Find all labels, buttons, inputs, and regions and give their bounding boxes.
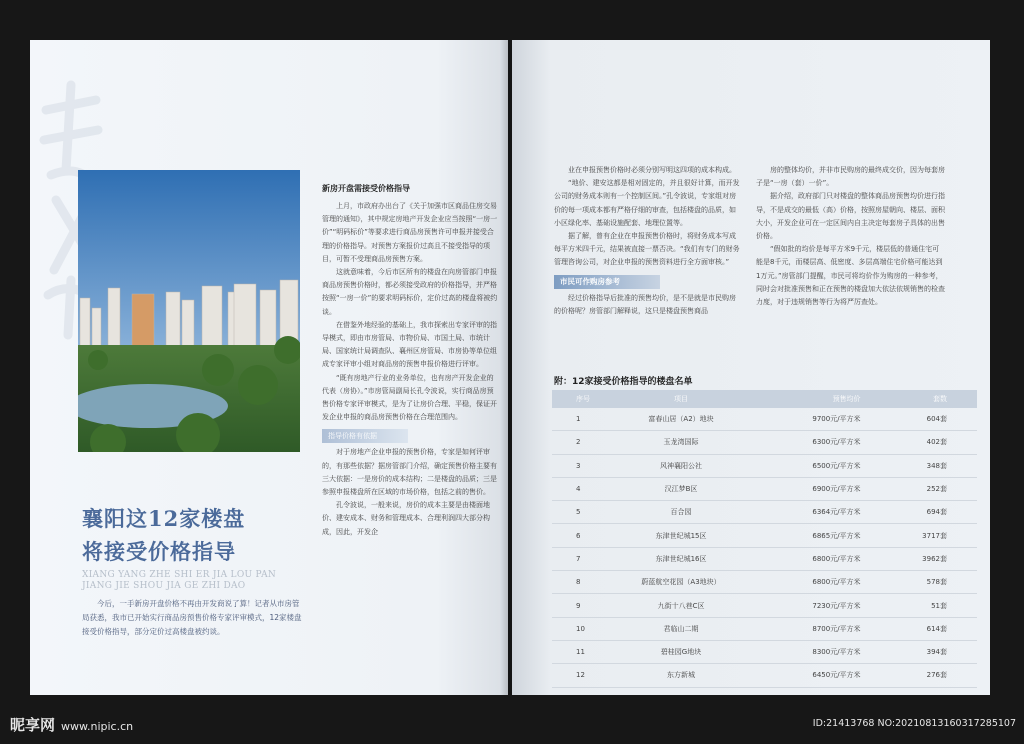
headline bbox=[82, 502, 312, 568]
table-cell-price: 6800元/平方米 bbox=[738, 547, 861, 570]
pinyin-line: JIANG JIE SHOU JIA GE ZHI DAO bbox=[82, 581, 246, 591]
table-cell-no: 2 bbox=[552, 431, 624, 454]
table-cell-name: 富春山居（A2）地块 bbox=[624, 408, 738, 431]
paragraph: 这就意味着，今后市区所有的楼盘在向房管部门申报商品房预售价格时，都必须接受政府的价格指导，并严格按照“一房一价”的要求明码标价，定价过高的楼盘将被约谈。 bbox=[322, 268, 498, 316]
pinyin-subtitle bbox=[82, 570, 322, 592]
table-row bbox=[552, 454, 977, 477]
table-row bbox=[552, 524, 977, 547]
table-cell-no: 6 bbox=[552, 524, 624, 547]
table-row bbox=[552, 664, 977, 687]
table-cell-price: 7230元/平方米 bbox=[738, 594, 861, 617]
table-cell-units: 276套 bbox=[862, 664, 977, 687]
table-cell-units: 614套 bbox=[862, 617, 977, 640]
table-cell-no: 3 bbox=[552, 454, 624, 477]
table-cell-no: 4 bbox=[552, 477, 624, 500]
table-row bbox=[552, 431, 977, 454]
table-cell-units: 252套 bbox=[862, 477, 977, 500]
table-cell-price: 8300元/平方米 bbox=[738, 640, 861, 663]
table-cell-price: 6865元/平方米 bbox=[738, 524, 861, 547]
table-cell-units: 3717套 bbox=[862, 524, 977, 547]
table-cell-units: 51套 bbox=[862, 594, 977, 617]
table-row bbox=[552, 477, 977, 500]
table-row bbox=[552, 640, 977, 663]
header-cell: 套数 bbox=[862, 390, 977, 408]
logo-text: 昵享网 bbox=[10, 716, 56, 734]
header-cell: 序号 bbox=[552, 390, 624, 408]
table-cell-name: 玉龙湾国际 bbox=[624, 431, 738, 454]
table-cell-price: 6300元/平方米 bbox=[738, 431, 861, 454]
table-cell-no: 5 bbox=[552, 501, 624, 524]
table-cell-units: 694套 bbox=[862, 501, 977, 524]
table-cell-units: 394套 bbox=[862, 640, 977, 663]
section-title: 新房开盘需接受价格指导 bbox=[322, 184, 410, 193]
table-cell-units: 3962套 bbox=[862, 547, 977, 570]
paragraph: 据了解，曾有企业在申报预售价格时，将财务成本写成每平方米四千元，结果被直接一票否决。“我们有专门的财务管理咨询公司，对企业申报的预售资料进行全方面审核。” bbox=[554, 232, 740, 267]
table-cell-price: 6364元/平方米 bbox=[738, 501, 861, 524]
headline-line: 将接受价格指导 bbox=[82, 539, 236, 564]
left-page bbox=[30, 40, 508, 695]
table-row bbox=[552, 547, 977, 570]
table-cell-price: 9700元/平方米 bbox=[738, 408, 861, 431]
image-id-label: ID:21413768 NO:20210813160317285107 bbox=[812, 718, 1016, 729]
table-cell-units: 402套 bbox=[862, 431, 977, 454]
table-row bbox=[552, 408, 977, 431]
table-cell-name: 蔚蓝航空花园（A3地块） bbox=[624, 571, 738, 594]
table-cell-no: 7 bbox=[552, 547, 624, 570]
city-skyline-photo bbox=[78, 170, 300, 452]
table-cell-units: 578套 bbox=[862, 571, 977, 594]
table-cell-no: 1 bbox=[552, 408, 624, 431]
paragraph: 房的整体均价，并非市民购房的最终成交价，因为每套房子是“一房（套）一价”。 bbox=[756, 166, 945, 188]
project-price-table bbox=[552, 390, 977, 688]
table-cell-no: 8 bbox=[552, 571, 624, 594]
header-cell: 预售均价 bbox=[738, 390, 861, 408]
table-header-row bbox=[552, 390, 977, 408]
headline-line: 襄阳这12家楼盘 bbox=[82, 506, 246, 531]
table-cell-name: 九街十八巷C区 bbox=[624, 594, 738, 617]
header-cell: 项目 bbox=[624, 390, 738, 408]
site-watermark-logo bbox=[10, 714, 133, 735]
table-cell-no: 11 bbox=[552, 640, 624, 663]
right-article-column-1 bbox=[554, 164, 742, 318]
table-cell-name: 东津世纪城16区 bbox=[624, 547, 738, 570]
table-row bbox=[552, 594, 977, 617]
table-cell-no: 9 bbox=[552, 594, 624, 617]
table-cell-no: 10 bbox=[552, 617, 624, 640]
paragraph: “地价、建安这都是相对固定的，并且很好计算，而开发公司的财务成本则有一个控制区间。”孔令波说，专家组对房价的每一项成本都有严格仔细的审查，包括楼盘的品质，如小区绿化率、基础设施配套、地理位置等。 bbox=[554, 179, 740, 227]
table-cell-price: 6450元/平方米 bbox=[738, 664, 861, 687]
table-cell-no: 12 bbox=[552, 664, 624, 687]
paragraph: 据介绍，政府部门只对楼盘的整体商品房预售均价进行指导，不是成交的最低（高）价格，按照房屋朝向、楼层、面积大小，开发企业可在一定区间内自主决定每套房子具体的出售价格。 bbox=[756, 192, 945, 241]
section-subtitle-bar: 指导价格有依据 bbox=[322, 429, 408, 443]
table-cell-name: 汉江梦B区 bbox=[624, 477, 738, 500]
logo-url: www.nipic.cn bbox=[61, 720, 134, 733]
table-cell-price: 8700元/平方米 bbox=[738, 617, 861, 640]
table-row bbox=[552, 501, 977, 524]
table-cell-units: 348套 bbox=[862, 454, 977, 477]
paragraph: 上月，市政府办出台了《关于加强市区商品住房交易管理的通知》，其中规定房地产开发企业应当按照“一房一价”“明码标价”等要求进行商品房预售许可申报并接受合理的价格指导。对预售方案报价过高且不接受指导的项目，可暂不受理商品房预售方案。 bbox=[322, 202, 498, 263]
paragraph: 在借鉴外地经验的基础上，我市探索出专家评审的指导模式，即由市房管局、市物价局、市国土局、市统计局、国家统计局调查队、襄州区房管局、市房协等单位组成专家评审小组对商品房的预售申报价格进行评审。 bbox=[322, 320, 497, 369]
paragraph: 业在申报预售价格时必须分别写明这四项的成本构成。 bbox=[568, 166, 736, 174]
table-cell-name: 碧桂园G地块 bbox=[624, 640, 738, 663]
table-cell-name: 东津世纪城15区 bbox=[624, 524, 738, 547]
table-row bbox=[552, 571, 977, 594]
pinyin-line: XIANG YANG ZHE SHI ER JIA LOU PAN bbox=[82, 570, 277, 580]
table-cell-name: 风神襄阳公社 bbox=[624, 454, 738, 477]
paragraph: “假如批的均价是每平方米9千元，楼层低的普通住宅可能是8千元，而楼层高、低密度、多层高端住宅价格可能达到1万元。”房管部门提醒，市民可将均价作为购房的一种参考，同时会对批准预售和正在预售的楼盘加大依法依规销售的检查力度，对于违规销售等行为将严厉查处。 bbox=[756, 245, 945, 307]
table-cell-name: 东方新城 bbox=[624, 664, 738, 687]
table-cell-price: 6800元/平方米 bbox=[738, 571, 861, 594]
intro-paragraph: 今后，一手新房开盘价格不再由开发商说了算！记者从市房管局获悉，我市已开始实行商品房预售价格专家评审模式，12家楼盘接受价格指导，部分定价过高楼盘被约谈。 bbox=[82, 599, 302, 636]
table-cell-price: 6500元/平方米 bbox=[738, 454, 861, 477]
right-article-column-2 bbox=[756, 164, 946, 309]
paragraph: 对于房地产企业申报的预售价格，专家是如何评审的，有那些依据？据房管部门介绍，确定预售价格主要有三大依据：一是房价的成本结构；二是楼盘的品质；三是参照申报楼盘所在区域的市场价格，包括之前的售价。 bbox=[322, 448, 497, 497]
section-tag: 市民可作购房参考 bbox=[554, 275, 660, 289]
left-article-column bbox=[322, 182, 498, 539]
table-cell-name: 君临山二期 bbox=[624, 617, 738, 640]
table-cell-units: 604套 bbox=[862, 408, 977, 431]
table-row bbox=[552, 617, 977, 640]
paragraph: 孔令波说，一般来说，房价的成本主要是由楼面地价、建安成本、财务和管理成本、合理利润四大部分构成，因此，开发企 bbox=[322, 501, 490, 536]
paragraph: 经过价格指导后批准的预售均价，是不是就是市民购房的价格呢？房管部门解释说，这只是楼盘预售商品 bbox=[554, 293, 736, 315]
right-page bbox=[512, 40, 990, 695]
table-cell-name: 百合园 bbox=[624, 501, 738, 524]
table-cell-price: 6900元/平方米 bbox=[738, 477, 861, 500]
table-title: 附：12家接受价格指导的楼盘名单 bbox=[554, 377, 693, 387]
paragraph: “既有房地产行业的业务单位，也有房产开发企业的代表（房协）。”市房管局副局长孔令波说，实行商品房预售价格专家评审模式，是为了让房价合理、平稳，保证开发企业申报的商品房预售价格在合理范围内。 bbox=[322, 373, 497, 422]
